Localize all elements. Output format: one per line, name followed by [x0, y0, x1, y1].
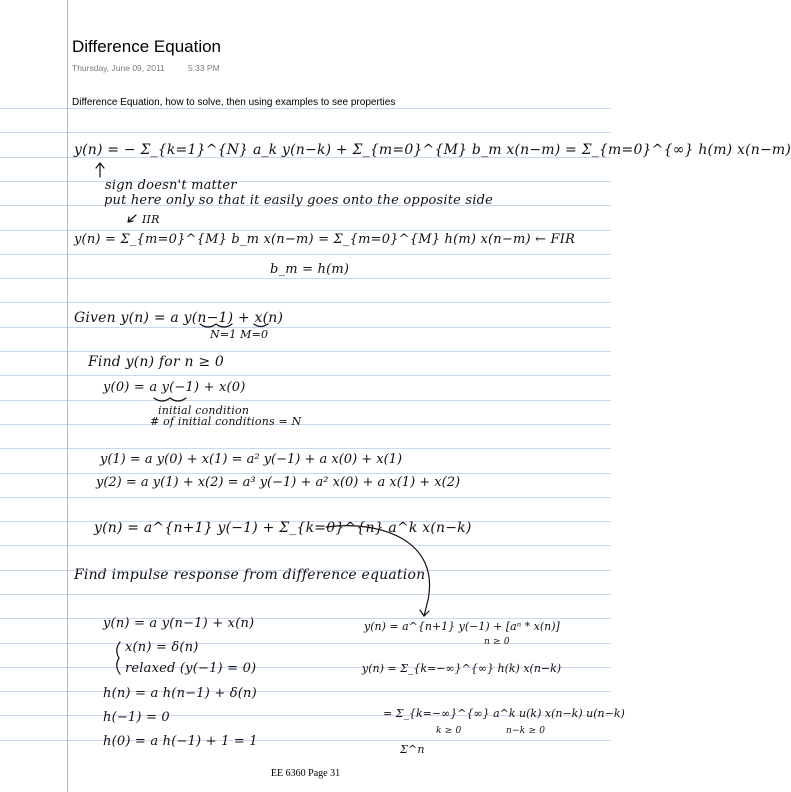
note-yn: y(n) = a^{n+1} y(−1) + Σ_{k=0}^{n} a^k x(n−k) [94, 520, 472, 536]
page-footer: EE 6360 Page 31 [270, 768, 341, 779]
rule-line [0, 497, 611, 498]
rule-line [0, 132, 611, 133]
page-subtitle: Difference Equation, how to solve, then using examples to see properties [72, 97, 396, 108]
note-sys2: x(n) = δ(n) [125, 640, 199, 655]
note-init2: # of initial conditions = N [150, 415, 302, 428]
rule-line [0, 375, 611, 376]
note-y1: y(1) = a y(0) + x(1) = a² y(−1) + a x(0) + x(1) [100, 452, 403, 467]
rule-line [0, 448, 611, 449]
page-time: 5:33 PM [188, 63, 220, 73]
rule-line [0, 327, 611, 328]
note-r3-sub1: k ≥ 0 [436, 726, 462, 736]
note-bm: b_m = h(m) [270, 262, 350, 277]
arrow-iir [128, 215, 136, 222]
note-y0: y(0) = a y(−1) + x(0) [103, 380, 246, 395]
note-r2: y(n) = Σ_{k=−∞}^{∞} h(k) x(n−k) [362, 662, 562, 675]
page-date: Thursday, June 09, 2011 [72, 63, 165, 73]
note-h2: h(−1) = 0 [103, 710, 170, 725]
rule-line [0, 740, 611, 741]
note-put-here: put here only so that it easily goes onto the opposite side [104, 193, 494, 208]
rule-line [0, 545, 611, 546]
note-r1-sub: n ≥ 0 [484, 637, 510, 647]
rule-line [0, 618, 611, 619]
note-r3-sub2: n−k ≥ 0 [506, 726, 546, 736]
note-iir: IIR [142, 213, 160, 226]
rule-line [0, 351, 611, 352]
note-h3: h(0) = a h(−1) + 1 = 1 [103, 734, 258, 749]
rule-line [0, 230, 611, 231]
note-r1: y(n) = a^{n+1} y(−1) + [aⁿ * x(n)] [364, 620, 560, 633]
note-find1: Find y(n) for n ≥ 0 [88, 354, 225, 370]
note-r3: = Σ_{k=−∞}^{∞} a^k u(k) x(n−k) u(n−k) [383, 707, 625, 720]
note-given-sub: N=1 M=0 [210, 328, 269, 341]
brace-system [117, 642, 120, 674]
note-sys1: y(n) = a y(n−1) + x(n) [103, 616, 255, 631]
rule-line [0, 691, 611, 692]
note-sys3: relaxed (y(−1) = 0) [125, 661, 257, 676]
note-h1: h(n) = a h(n−1) + δ(n) [103, 686, 257, 701]
rule-line [0, 424, 611, 425]
rule-line [0, 400, 611, 401]
note-y2: y(2) = a y(1) + x(2) = a³ y(−1) + a² x(0) + a x(1) + x(2) [96, 475, 461, 490]
note-eq1: y(n) = − Σ_{k=1}^{N} a_k y(n−k) + Σ_{m=0}^{M} b_m x(n−m) = Σ_{m=0}^{∞} h(m) x(n−m) [74, 142, 791, 158]
note-sign: sign doesn't matter [105, 178, 237, 193]
page-title: Difference Equation [72, 37, 222, 56]
rule-line [0, 473, 611, 474]
note-given: Given y(n) = a y(n−1) + x(n) [74, 310, 284, 326]
rule-line [0, 254, 611, 255]
note-init1: initial condition [158, 404, 250, 417]
rule-line [0, 594, 611, 595]
rule-line [0, 108, 611, 109]
rule-line [0, 181, 611, 182]
rule-line [0, 643, 611, 644]
rule-line [0, 302, 611, 303]
note-eq2: y(n) = Σ_{m=0}^{M} b_m x(n−m) = Σ_{m=0}^{M} h(m) x(n−m) ← FIR [74, 232, 576, 247]
margin-line [67, 0, 68, 792]
note-find2: Find impulse response from difference equation [74, 567, 426, 583]
rule-line [0, 278, 611, 279]
arrow-up-sign [96, 163, 104, 177]
note-r4: Σ^n [400, 743, 425, 756]
